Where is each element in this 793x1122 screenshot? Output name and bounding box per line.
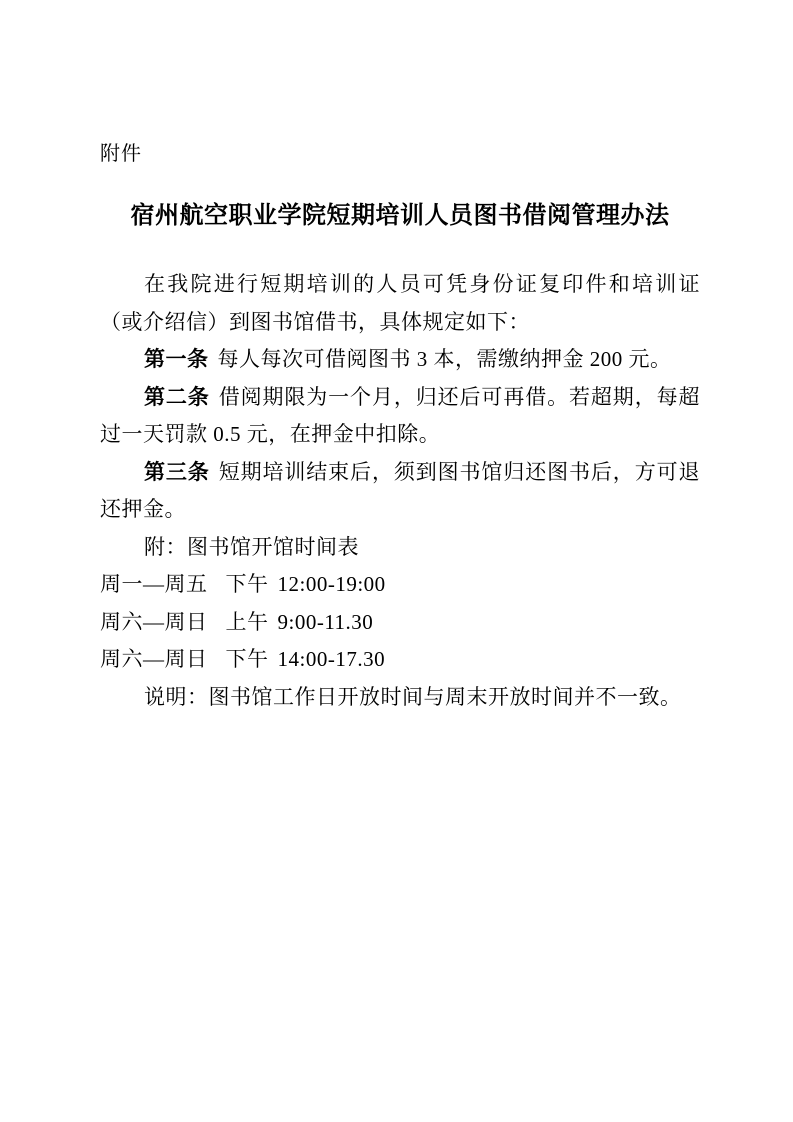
note-paragraph: 说明：图书馆工作日开放时间与周末开放时间并不一致。 (144, 684, 682, 709)
schedule-days: 周六—周日 (100, 647, 208, 671)
schedule-heading: 附：图书馆开馆时间表 (144, 534, 359, 559)
schedule-period: 上午 (225, 609, 269, 634)
article-2-text: 借阅期限为一个月，归还后可再借。若超期，每超过一天罚款 0.5 元，在押金中扣除。 (100, 384, 700, 446)
schedule-row (100, 604, 700, 642)
schedule-time: 14:00-17.30 (277, 647, 386, 671)
schedule-row (100, 566, 700, 604)
article-3 (100, 454, 700, 529)
article-2-label: 第二条 (144, 385, 210, 409)
article-1 (100, 341, 700, 379)
article-3-text: 短期培训结束后，须到图书馆归还图书后，方可退还押金。 (100, 459, 700, 521)
schedule-period: 下午 (225, 572, 269, 596)
document-title: 宿州航空职业学院短期培训人员图书借阅管理办法 (130, 203, 670, 229)
attachment-label: 附件 (100, 143, 142, 165)
document-body (100, 266, 700, 716)
schedule-time: 9:00-11.30 (277, 609, 374, 634)
schedule-time: 12:00-19:00 (277, 572, 386, 596)
schedule-days: 周六—周日 (100, 609, 208, 634)
schedule-period: 下午 (225, 647, 269, 671)
intro-paragraph: 在我院进行短期培训的人员可凭身份证复印件和培训证（或介绍信）到图书馆借书，具体规定如下： (100, 272, 700, 334)
article-1-text: 每人每次可借阅图书 3 本，需缴纳押金 200 元。 (217, 347, 672, 371)
schedule-days: 周一—周五 (100, 572, 208, 596)
schedule-row (100, 641, 700, 679)
article-2 (100, 379, 700, 454)
article-3-label: 第三条 (144, 460, 210, 484)
article-1-label: 第一条 (144, 348, 209, 371)
